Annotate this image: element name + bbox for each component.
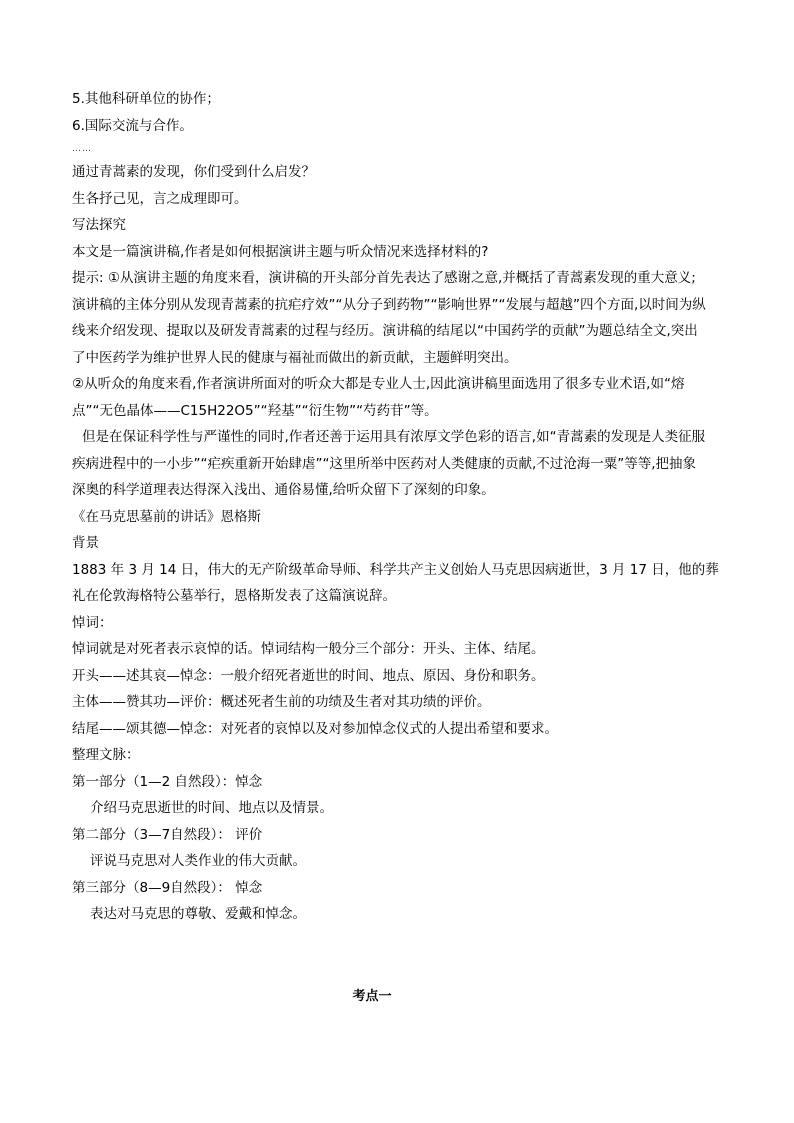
section-footer-heading: 考点一 (352, 989, 392, 1004)
section-heading: 整理文脉： (72, 747, 140, 763)
outline-part: 第三部分（8—9自然段）： 悼念 (72, 879, 263, 896)
hint-line: 但是在保证科学性与严谨性的同时,作者还善于运用具有浓厚文学色彩的语言,如“青蒿素的发现是人类征服 (82, 429, 706, 445)
question: 通过青蒿素的发现，你们受到什么启发？ (72, 164, 315, 180)
outline-desc: 介绍马克思逝世的时间、地点以及情景。 (90, 800, 333, 816)
lesson-title: 《在马克思墓前的讲话》恩格斯 (72, 508, 261, 525)
eulogy-text: 悼词就是对死者表示哀悼的话。悼词结构一般分三个部分：开头、主体、结尾。 (72, 641, 545, 657)
document-body (72, 86, 722, 928)
section-heading: 悼词： (72, 614, 113, 631)
ellipsis: …… (72, 144, 92, 154)
outline-desc: 评说马克思对人类作业的伟大贡献。 (90, 853, 306, 869)
text-line: 5.其他科研单位的协作； (72, 91, 220, 107)
background-text: 1883 年 3 月 14 日，伟大的无产阶级革命导师、科学共产主义创始人马克思因病逝世，3 月 17 日，他的葬 (72, 561, 719, 578)
section-heading: 写法探究 (72, 217, 126, 233)
outline-desc: 表达对马克思的尊敬、爱戴和悼念。 (90, 906, 306, 922)
section-heading: 背景 (72, 535, 99, 551)
outline-part: 第一部分（1—2 自然段）：悼念 (72, 773, 263, 790)
outline-part: 第二部分（3—7自然段）： 评价 (72, 826, 263, 843)
text-line: 6.国际交流与合作。 (72, 117, 193, 134)
hint-line: ②从听众的角度来看,作者演讲所面对的听众大都是专业人士,因此演讲稿里面选用了很多专业术语,如“熔 (72, 376, 685, 392)
eulogy-text: 结尾——颂其德—悼念：对死者的哀悼以及对参加悼念仪式的人提出希望和要求。 (72, 720, 558, 737)
hint-line: 点”“无色晶体——C15H22O5”“羟基”“衍生物”“芍药苷”等。 (72, 402, 438, 419)
answer: 生各抒己见，言之成理即可。 (72, 190, 248, 207)
hint-line: 了中医药学为维护世界人民的健康与福祉而做出的新贡献，主题鲜明突出。 (72, 349, 518, 366)
hint-line: 线来介绍发现、提取以及研发青蒿素的过程与经历。演讲稿的结尾以“中国药学的贡献”为题总结全文,突出 (72, 323, 698, 339)
hint-line: 演讲稿的主体分别从发现青蒿素的抗疟疗效”“从分子到药物”“影响世界”“发展与超越”四个方面,以时间为纵 (72, 296, 706, 313)
hint-line: 提示: ①从演讲主题的角度来看，演讲稿的开头部分首先表达了感谢之意,并概括了青蒿素发现的重大意义; (72, 270, 696, 286)
eulogy-text: 主体——赞其功—评价：概述死者生前的功绩及生者对其功绩的评价。 (72, 694, 491, 710)
background-text: 礼在伦敦海格特公墓举行，恩格斯发表了这篇演说辞。 (72, 588, 396, 604)
question: 本文是一篇演讲稿,作者是如何根据演讲主题与听众情况来选择材料的? (72, 243, 489, 260)
hint-line: 深奥的科学道理表达得深入浅出、通俗易懂,给听众留下了深刻的印象。 (72, 482, 495, 498)
hint-line: 疾病进程中的一小步”“疟疾重新开始肆虐”“这里所举中医药对人类健康的贡献,不过沧海一粟”等等,把抽象 (72, 455, 697, 472)
eulogy-text: 开头——述其哀—悼念：一般介绍死者逝世的时间、地点、原因、身份和职务。 (72, 667, 545, 684)
